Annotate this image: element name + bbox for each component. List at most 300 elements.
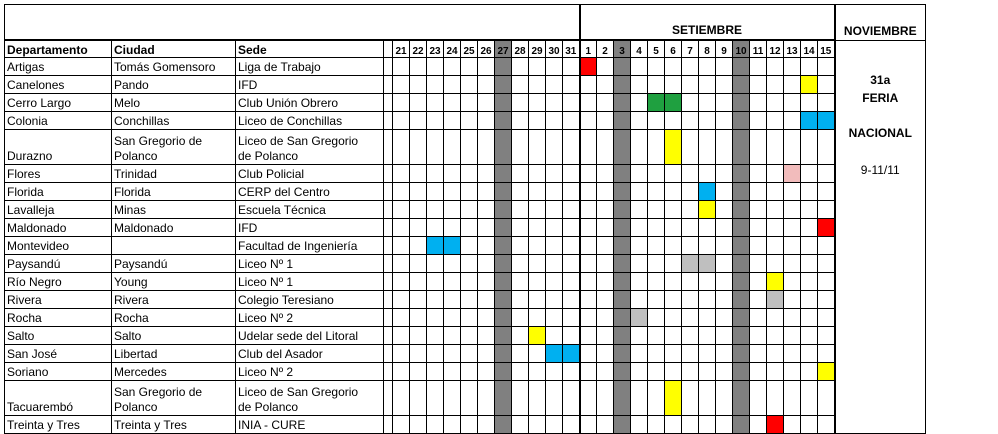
- blank-header-cell: [5, 5, 580, 41]
- day-cell: [648, 363, 665, 381]
- sunday-cell: [733, 345, 750, 363]
- day-cell: [444, 112, 461, 130]
- day-cell: [393, 94, 410, 112]
- day-cell: [529, 112, 546, 130]
- fair-label: FERIA: [862, 90, 899, 105]
- day-cell: [767, 381, 784, 416]
- day-cell: [529, 237, 546, 255]
- day-cell: [580, 416, 597, 434]
- day-cell: [546, 130, 563, 165]
- day-header: 31: [563, 40, 580, 58]
- day-cell: [529, 130, 546, 165]
- day-cell: [563, 76, 580, 94]
- day-cell: [750, 94, 767, 112]
- day-cell: [478, 237, 495, 255]
- day-cell: [784, 94, 801, 112]
- day-cell: [393, 237, 410, 255]
- day-header: 12: [767, 40, 784, 58]
- day-cell: [631, 76, 648, 94]
- day-cell: [546, 183, 563, 201]
- day-cell: [665, 345, 682, 363]
- day-cell: [801, 183, 818, 201]
- day-cell: [529, 94, 546, 112]
- table-row: [5, 112, 926, 130]
- day-cell: [546, 219, 563, 237]
- day-cell: [784, 237, 801, 255]
- day-cell: [410, 201, 427, 219]
- day-cell: [478, 219, 495, 237]
- day-cell: [665, 363, 682, 381]
- ciudad-cell: [112, 130, 236, 165]
- day-cell: [801, 201, 818, 219]
- day-cell: [767, 165, 784, 183]
- sunday-cell: [495, 345, 512, 363]
- day-cell: [410, 363, 427, 381]
- ciudad-cell: Libertad: [112, 345, 236, 363]
- day-cell: [648, 183, 665, 201]
- sunday-cell: [495, 363, 512, 381]
- day-header: 15: [818, 40, 835, 58]
- day-cell: [563, 309, 580, 327]
- departamento-cell: Durazno: [5, 130, 112, 165]
- day-cell: [784, 327, 801, 345]
- day-cell: [784, 112, 801, 130]
- day-cell: [546, 58, 563, 76]
- day-cell: [631, 130, 648, 165]
- day-cell: [563, 58, 580, 76]
- departamento-cell: Maldonado: [5, 219, 112, 237]
- day-cell: [410, 255, 427, 273]
- sede-cell: CERP del Centro: [236, 183, 384, 201]
- header-ciudad: Ciudad: [112, 40, 236, 58]
- ciudad-cell: Treinta y Tres: [112, 416, 236, 434]
- day-cell: [546, 381, 563, 416]
- day-cell: [767, 327, 784, 345]
- day-cell: [546, 291, 563, 309]
- day-cell: [512, 94, 529, 112]
- day-cell: [699, 291, 716, 309]
- sunday-cell: [614, 130, 631, 165]
- day-cell: [750, 363, 767, 381]
- day-cell: [478, 345, 495, 363]
- sunday-cell: [614, 183, 631, 201]
- sunday-cell: [733, 165, 750, 183]
- scheduled-day-cell: [665, 94, 682, 112]
- fair-dates: 9-11/11: [860, 162, 900, 177]
- day-cell: [393, 381, 410, 416]
- day-header: 1: [580, 40, 597, 58]
- departamento-cell: Salto: [5, 327, 112, 345]
- scheduled-day-cell: [699, 255, 716, 273]
- departamento-cell: Rocha: [5, 309, 112, 327]
- day-cell: [682, 381, 699, 416]
- day-cell: [801, 219, 818, 237]
- sede-cell: [236, 130, 384, 165]
- day-cell: [648, 255, 665, 273]
- spacer-cell: [384, 363, 393, 381]
- day-cell: [665, 327, 682, 345]
- day-cell: [665, 183, 682, 201]
- day-cell: [563, 416, 580, 434]
- day-cell: [699, 416, 716, 434]
- day-cell: [716, 255, 733, 273]
- day-cell: [597, 130, 614, 165]
- day-cell: [818, 165, 835, 183]
- spacer-cell: [384, 345, 393, 363]
- spacer-cell: [384, 40, 393, 58]
- day-cell: [512, 112, 529, 130]
- day-header: 9: [716, 40, 733, 58]
- spacer-cell: [384, 112, 393, 130]
- day-cell: [801, 291, 818, 309]
- sede-cell: Colegio Teresiano: [236, 291, 384, 309]
- day-cell: [818, 416, 835, 434]
- day-cell: [563, 94, 580, 112]
- day-cell: [597, 58, 614, 76]
- spacer-cell: [384, 327, 393, 345]
- sunday-cell: [733, 94, 750, 112]
- day-cell: [580, 219, 597, 237]
- day-cell: [631, 381, 648, 416]
- day-header: 4: [631, 40, 648, 58]
- day-cell: [546, 416, 563, 434]
- day-cell: [461, 345, 478, 363]
- day-cell: [767, 363, 784, 381]
- day-cell: [410, 183, 427, 201]
- departamento-cell: Paysandú: [5, 255, 112, 273]
- day-cell: [699, 327, 716, 345]
- day-cell: [410, 165, 427, 183]
- day-cell: [597, 273, 614, 291]
- day-cell: [767, 76, 784, 94]
- day-cell: [444, 309, 461, 327]
- day-cell: [597, 255, 614, 273]
- day-cell: [784, 291, 801, 309]
- day-cell: [665, 273, 682, 291]
- scheduled-day-cell: [682, 255, 699, 273]
- day-cell: [393, 273, 410, 291]
- departamento-cell: Artigas: [5, 58, 112, 76]
- day-cell: [410, 273, 427, 291]
- day-cell: [580, 237, 597, 255]
- day-cell: [563, 273, 580, 291]
- day-cell: [784, 183, 801, 201]
- day-cell: [682, 76, 699, 94]
- day-cell: [393, 363, 410, 381]
- day-cell: [461, 130, 478, 165]
- day-cell: [801, 94, 818, 112]
- scheduled-day-cell: [767, 291, 784, 309]
- day-header: 14: [801, 40, 818, 58]
- day-cell: [444, 201, 461, 219]
- day-header: 3: [614, 40, 631, 58]
- day-cell: [818, 381, 835, 416]
- day-cell: [767, 201, 784, 219]
- fair-info-cell: [835, 40, 926, 434]
- day-cell: [648, 219, 665, 237]
- table-row: [5, 165, 926, 183]
- day-header: 28: [512, 40, 529, 58]
- day-cell: [699, 273, 716, 291]
- day-cell: [801, 58, 818, 76]
- day-cell: [393, 327, 410, 345]
- ciudad-cell: Pando: [112, 76, 236, 94]
- day-cell: [597, 309, 614, 327]
- ciudad-cell: Conchillas: [112, 112, 236, 130]
- day-cell: [546, 112, 563, 130]
- day-cell: [648, 273, 665, 291]
- sunday-cell: [614, 327, 631, 345]
- day-cell: [767, 94, 784, 112]
- day-cell: [563, 130, 580, 165]
- table-row: [5, 345, 926, 363]
- day-cell: [716, 183, 733, 201]
- day-cell: [478, 94, 495, 112]
- day-cell: [784, 273, 801, 291]
- day-cell: [461, 94, 478, 112]
- table-row: [5, 58, 926, 76]
- day-cell: [478, 381, 495, 416]
- sede-cell: Udelar sede del Litoral: [236, 327, 384, 345]
- day-cell: [767, 219, 784, 237]
- day-cell: [699, 345, 716, 363]
- day-cell: [444, 130, 461, 165]
- ciudad-cell: Melo: [112, 94, 236, 112]
- sunday-cell: [733, 309, 750, 327]
- day-cell: [427, 309, 444, 327]
- day-cell: [716, 416, 733, 434]
- sede-cell: Liceo Nº 1: [236, 273, 384, 291]
- day-cell: [597, 165, 614, 183]
- sunday-cell: [614, 363, 631, 381]
- day-cell: [444, 273, 461, 291]
- day-cell: [716, 58, 733, 76]
- spacer-cell: [384, 255, 393, 273]
- day-cell: [512, 58, 529, 76]
- day-cell: [750, 416, 767, 434]
- day-cell: [648, 165, 665, 183]
- day-cell: [512, 219, 529, 237]
- day-cell: [682, 165, 699, 183]
- departamento-cell: Flores: [5, 165, 112, 183]
- day-cell: [444, 327, 461, 345]
- departamento-cell: Florida: [5, 183, 112, 201]
- day-cell: [648, 309, 665, 327]
- day-cell: [597, 363, 614, 381]
- day-cell: [699, 165, 716, 183]
- ciudad-cell: [112, 237, 236, 255]
- day-cell: [818, 273, 835, 291]
- day-cell: [750, 201, 767, 219]
- sunday-cell: [614, 219, 631, 237]
- sunday-cell: [733, 381, 750, 416]
- header-sede: Sede: [236, 40, 384, 58]
- ciudad-cell: Young: [112, 273, 236, 291]
- day-cell: [563, 381, 580, 416]
- day-cell: [648, 112, 665, 130]
- sunday-cell: [614, 201, 631, 219]
- table-row: [5, 201, 926, 219]
- sunday-cell: [614, 76, 631, 94]
- day-cell: [784, 219, 801, 237]
- day-header: 26: [478, 40, 495, 58]
- day-header: 5: [648, 40, 665, 58]
- day-cell: [767, 309, 784, 327]
- day-cell: [784, 76, 801, 94]
- sunday-cell: [495, 309, 512, 327]
- sede-cell: INIA - CURE: [236, 416, 384, 434]
- scheduled-day-cell: [665, 130, 682, 165]
- ciudad-cell: Tomás Gomensoro: [112, 58, 236, 76]
- day-cell: [580, 255, 597, 273]
- day-cell: [580, 327, 597, 345]
- table-row: [5, 273, 926, 291]
- table-row: [5, 291, 926, 309]
- day-cell: [631, 94, 648, 112]
- day-cell: [784, 363, 801, 381]
- day-cell: [716, 345, 733, 363]
- day-header: 30: [546, 40, 563, 58]
- table-row: [5, 94, 926, 112]
- day-cell: [563, 327, 580, 345]
- sede-cell-line: de Polanco: [238, 149, 299, 163]
- sunday-cell: [614, 165, 631, 183]
- day-cell: [750, 255, 767, 273]
- ciudad-cell-line: Polanco: [114, 149, 158, 163]
- day-header: 8: [699, 40, 716, 58]
- day-cell: [597, 183, 614, 201]
- day-header: 22: [410, 40, 427, 58]
- scheduled-day-cell: [801, 76, 818, 94]
- day-cell: [529, 345, 546, 363]
- day-cell: [546, 309, 563, 327]
- day-cell: [767, 112, 784, 130]
- day-cell: [529, 273, 546, 291]
- day-cell: [563, 201, 580, 219]
- day-cell: [393, 76, 410, 94]
- day-cell: [478, 363, 495, 381]
- day-cell: [512, 381, 529, 416]
- day-cell: [546, 94, 563, 112]
- sunday-cell: [495, 112, 512, 130]
- day-cell: [444, 363, 461, 381]
- day-header: 27: [495, 40, 512, 58]
- day-cell: [410, 130, 427, 165]
- scheduled-day-cell: [767, 273, 784, 291]
- spacer-cell: [384, 309, 393, 327]
- day-cell: [512, 309, 529, 327]
- sunday-cell: [495, 381, 512, 416]
- table-row: [5, 130, 926, 165]
- day-cell: [631, 112, 648, 130]
- day-cell: [648, 130, 665, 165]
- day-cell: [818, 291, 835, 309]
- spacer-cell: [384, 416, 393, 434]
- day-header: 13: [784, 40, 801, 58]
- day-cell: [767, 255, 784, 273]
- day-cell: [767, 237, 784, 255]
- day-cell: [801, 130, 818, 165]
- day-cell: [529, 309, 546, 327]
- day-cell: [393, 58, 410, 76]
- day-cell: [427, 363, 444, 381]
- day-cell: [665, 112, 682, 130]
- day-cell: [444, 381, 461, 416]
- sunday-cell: [733, 201, 750, 219]
- spacer-cell: [384, 58, 393, 76]
- schedule-table: [4, 4, 926, 434]
- day-cell: [529, 201, 546, 219]
- ciudad-cell: Minas: [112, 201, 236, 219]
- day-cell: [716, 273, 733, 291]
- day-cell: [631, 237, 648, 255]
- day-cell: [512, 201, 529, 219]
- day-cell: [478, 255, 495, 273]
- ciudad-cell: Paysandú: [112, 255, 236, 273]
- day-cell: [427, 94, 444, 112]
- sede-cell: Club Unión Obrero: [236, 94, 384, 112]
- scheduled-day-cell: [648, 94, 665, 112]
- spacer-cell: [384, 273, 393, 291]
- day-cell: [427, 201, 444, 219]
- sunday-cell: [495, 183, 512, 201]
- day-cell: [580, 76, 597, 94]
- day-cell: [716, 76, 733, 94]
- day-cell: [427, 327, 444, 345]
- day-cell: [699, 130, 716, 165]
- day-cell: [563, 291, 580, 309]
- day-cell: [461, 255, 478, 273]
- day-cell: [665, 201, 682, 219]
- day-cell: [580, 291, 597, 309]
- day-cell: [750, 58, 767, 76]
- day-header: 21: [393, 40, 410, 58]
- day-cell: [410, 112, 427, 130]
- day-cell: [512, 291, 529, 309]
- sunday-cell: [614, 381, 631, 416]
- day-cell: [444, 416, 461, 434]
- day-cell: [529, 165, 546, 183]
- day-cell: [665, 255, 682, 273]
- day-cell: [818, 201, 835, 219]
- day-cell: [580, 363, 597, 381]
- day-cell: [580, 381, 597, 416]
- sunday-cell: [733, 130, 750, 165]
- day-header: 29: [529, 40, 546, 58]
- sunday-cell: [733, 416, 750, 434]
- day-cell: [750, 237, 767, 255]
- day-cell: [750, 165, 767, 183]
- day-cell: [682, 291, 699, 309]
- day-cell: [665, 165, 682, 183]
- day-cell: [427, 273, 444, 291]
- day-cell: [580, 273, 597, 291]
- sunday-cell: [733, 291, 750, 309]
- sunday-cell: [733, 363, 750, 381]
- day-cell: [597, 201, 614, 219]
- day-cell: [410, 345, 427, 363]
- day-cell: [427, 291, 444, 309]
- day-cell: [444, 345, 461, 363]
- spacer-cell: [384, 183, 393, 201]
- scheduled-day-cell: [818, 363, 835, 381]
- day-cell: [546, 255, 563, 273]
- day-cell: [427, 76, 444, 94]
- day-cell: [801, 416, 818, 434]
- sede-cell-line: Liceo de San Gregorio: [238, 385, 359, 399]
- day-cell: [818, 327, 835, 345]
- day-cell: [750, 112, 767, 130]
